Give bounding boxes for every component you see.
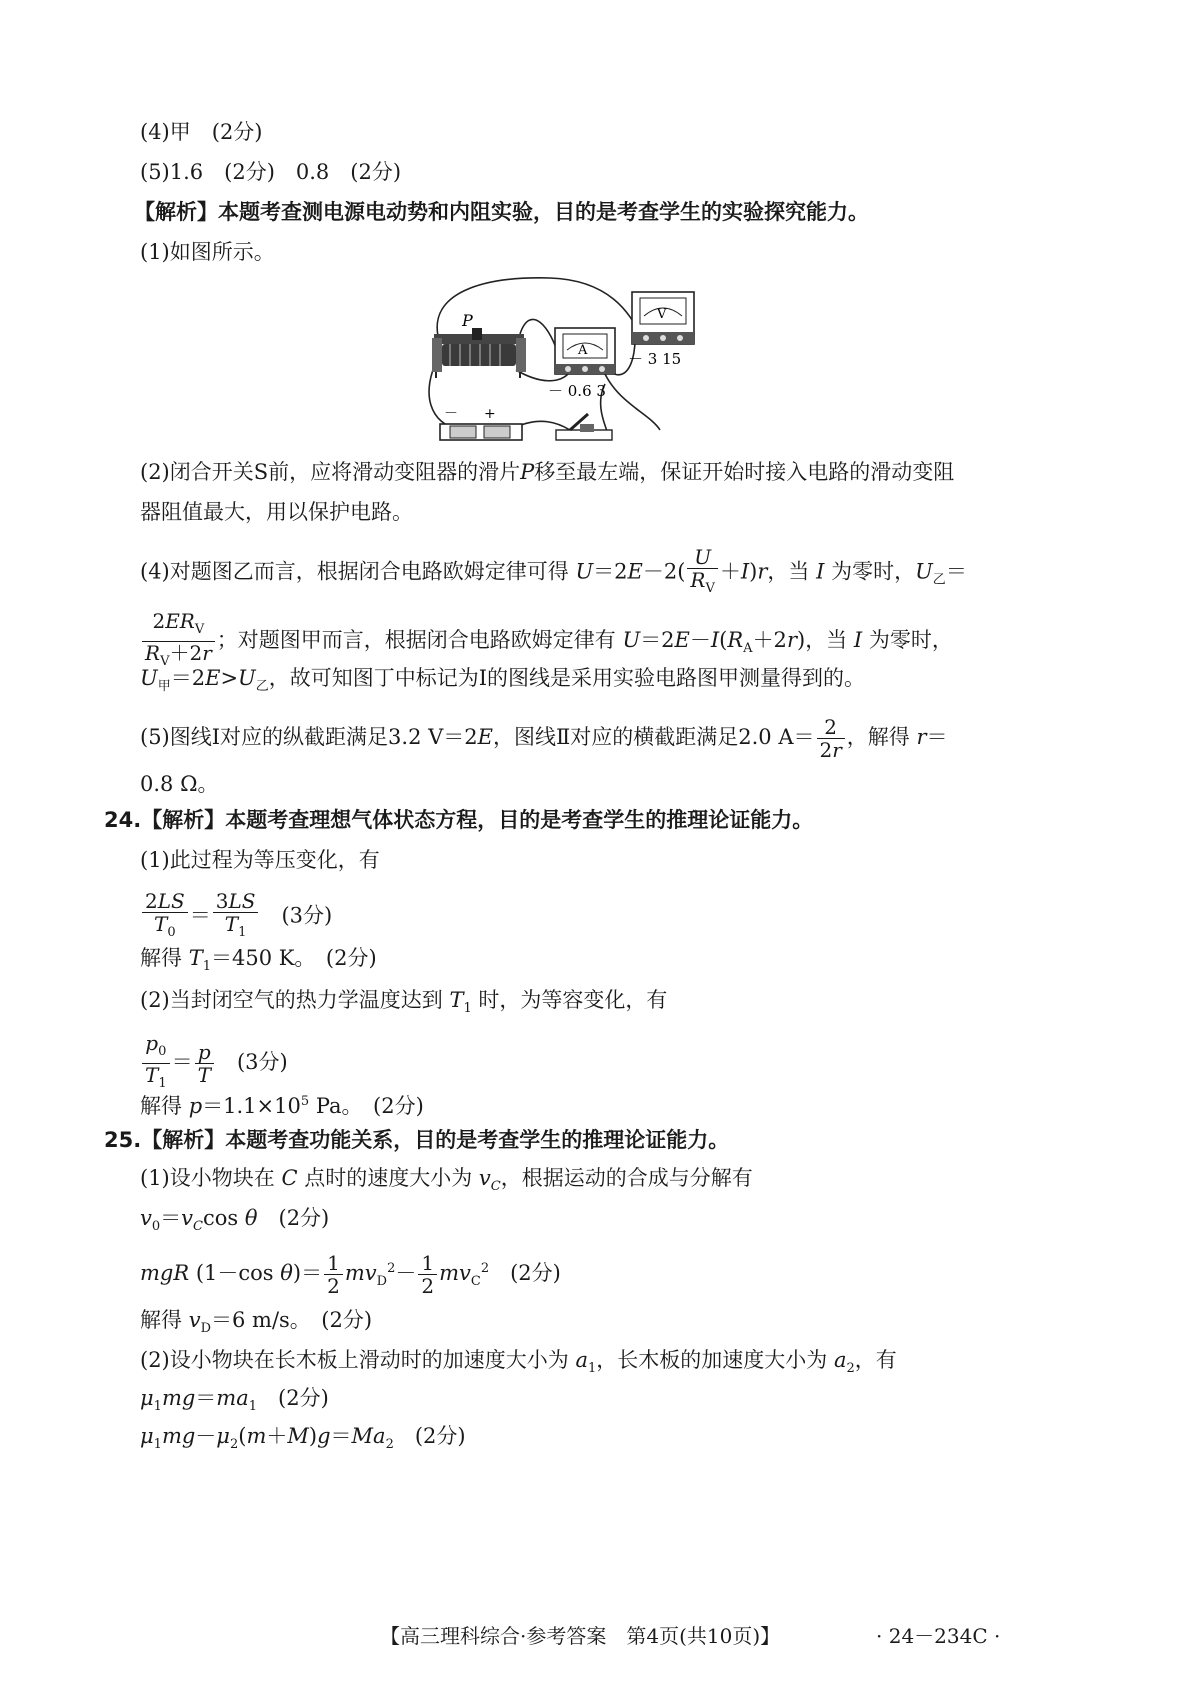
analysis-heading-25: 25.【解析】本题考查功能关系，目的是考查学生的推理论证能力。 bbox=[104, 1128, 730, 1152]
q24-step-2: (2)当封闭空气的热力学温度达到 $T_1$ 时，为等容变化，有 bbox=[140, 988, 668, 1017]
step-4-line1: (4)对题图乙而言，根据闭合电路欧姆定律可得 U＝2E－2( $\frac{U}{R_V}$ ＋I)r，当 I 为零时，$U_乙=$ bbox=[140, 545, 967, 596]
analysis-heading-24: 24.【解析】本题考查理想气体状态方程，目的是考查学生的推理论证能力。 bbox=[104, 808, 814, 832]
step-1: (1)如图所示。 bbox=[140, 240, 275, 264]
rheostat bbox=[432, 328, 526, 378]
step-4-line3: $U_甲=2E>U_乙$，故可知图丁中标记为Ⅰ的图线是采用实验电路图甲测量得到的。 bbox=[140, 666, 866, 695]
q24-result-1: 解得 $T_1=450$ K。 (2分) bbox=[140, 946, 377, 975]
q24-equation-1: $\frac{2LS}{T_0}$ ＝ $\frac{3LS}{T_1}$ (3分) bbox=[140, 890, 332, 944]
analysis-heading-23: 【解析】本题考查测电源电动势和内阻实验，目的是考查学生的实验探究能力。 bbox=[134, 200, 869, 224]
q25-equation-3: $\mu_1mg=ma_1$ (2分) bbox=[140, 1386, 329, 1415]
step-5-line1: (5)图线Ⅰ对应的纵截距满足3.2 V＝2E，图线Ⅱ对应的横截距满足2.0 A＝ $\frac{2}{2r}$ ，解得 r＝ bbox=[140, 715, 948, 762]
q25-step-2: (2)设小物块在长木板上滑动时的加速度大小为 $a_1$，长木板的加速度大小为 $a_2$，有 bbox=[140, 1348, 897, 1377]
battery bbox=[440, 424, 522, 440]
ammeter-label: A bbox=[578, 343, 588, 358]
ammeter-terminals: － 0.6 3 bbox=[548, 382, 606, 400]
q25-step-1: (1)设小物块在 C 点时的速度大小为 $v_C$，根据运动的合成与分解有 bbox=[140, 1166, 753, 1195]
q25-result: 解得 $v_D=6$ m/s。 (2分) bbox=[140, 1308, 373, 1337]
battery-plus: + bbox=[484, 406, 496, 422]
step-2-line1: (2)闭合开关S前，应将滑动变阻器的滑片P移至最左端，保证开始时接入电路的滑动变阻 bbox=[140, 460, 955, 484]
answer-5: (5)1.6 (2分) 0.8 (2分) bbox=[140, 160, 402, 184]
voltmeter-label: V bbox=[657, 307, 667, 322]
step-5-line2: 0.8 Ω。 bbox=[140, 772, 219, 796]
circuit-diagram bbox=[420, 274, 720, 446]
q25-equation-2: mgR (1－cos θ)＝ $\frac{1}{2}$ $mv_D^2-$ $\frac{1}{2}$ $mv_C^2$ (2分) bbox=[140, 1251, 561, 1298]
step-2-line2: 器阻值最大，用以保护电路。 bbox=[140, 500, 413, 524]
q24-step-1: (1)此过程为等压变化，有 bbox=[140, 848, 380, 872]
q25-equation-4: $\mu_1mg-\mu_2(m+M)g=Ma_2$ (2分) bbox=[140, 1424, 466, 1453]
q24-equation-2: $\frac{p_0}{T_1}$ ＝ $\frac{p}{T}$ (3分) bbox=[140, 1032, 288, 1095]
q25-equation-1: $v_0=v_C\cos$ θ (2分) bbox=[140, 1206, 330, 1235]
voltmeter-terminals: － 3 15 bbox=[628, 350, 682, 368]
step-4-line2: $\frac{2ER_V}{R_V+2r}$ ；对题图甲而言，根据闭合电路欧姆定律有 $U=2E-I(R_A+2r)$，当 I 为零时， bbox=[140, 610, 953, 673]
rheostat-slider-label: P bbox=[462, 311, 473, 330]
battery-minus: － bbox=[444, 406, 458, 422]
answer-4: (4)甲 (2分) bbox=[140, 120, 263, 144]
page-code: · 24－234C · bbox=[876, 1624, 1001, 1648]
q24-result-2: 解得 $p=1.1\times 10^5$ Pa。 (2分) bbox=[140, 1094, 424, 1118]
page-footer: 【高三理科综合·参考答案 第4页(共10页)】 bbox=[380, 1624, 781, 1648]
